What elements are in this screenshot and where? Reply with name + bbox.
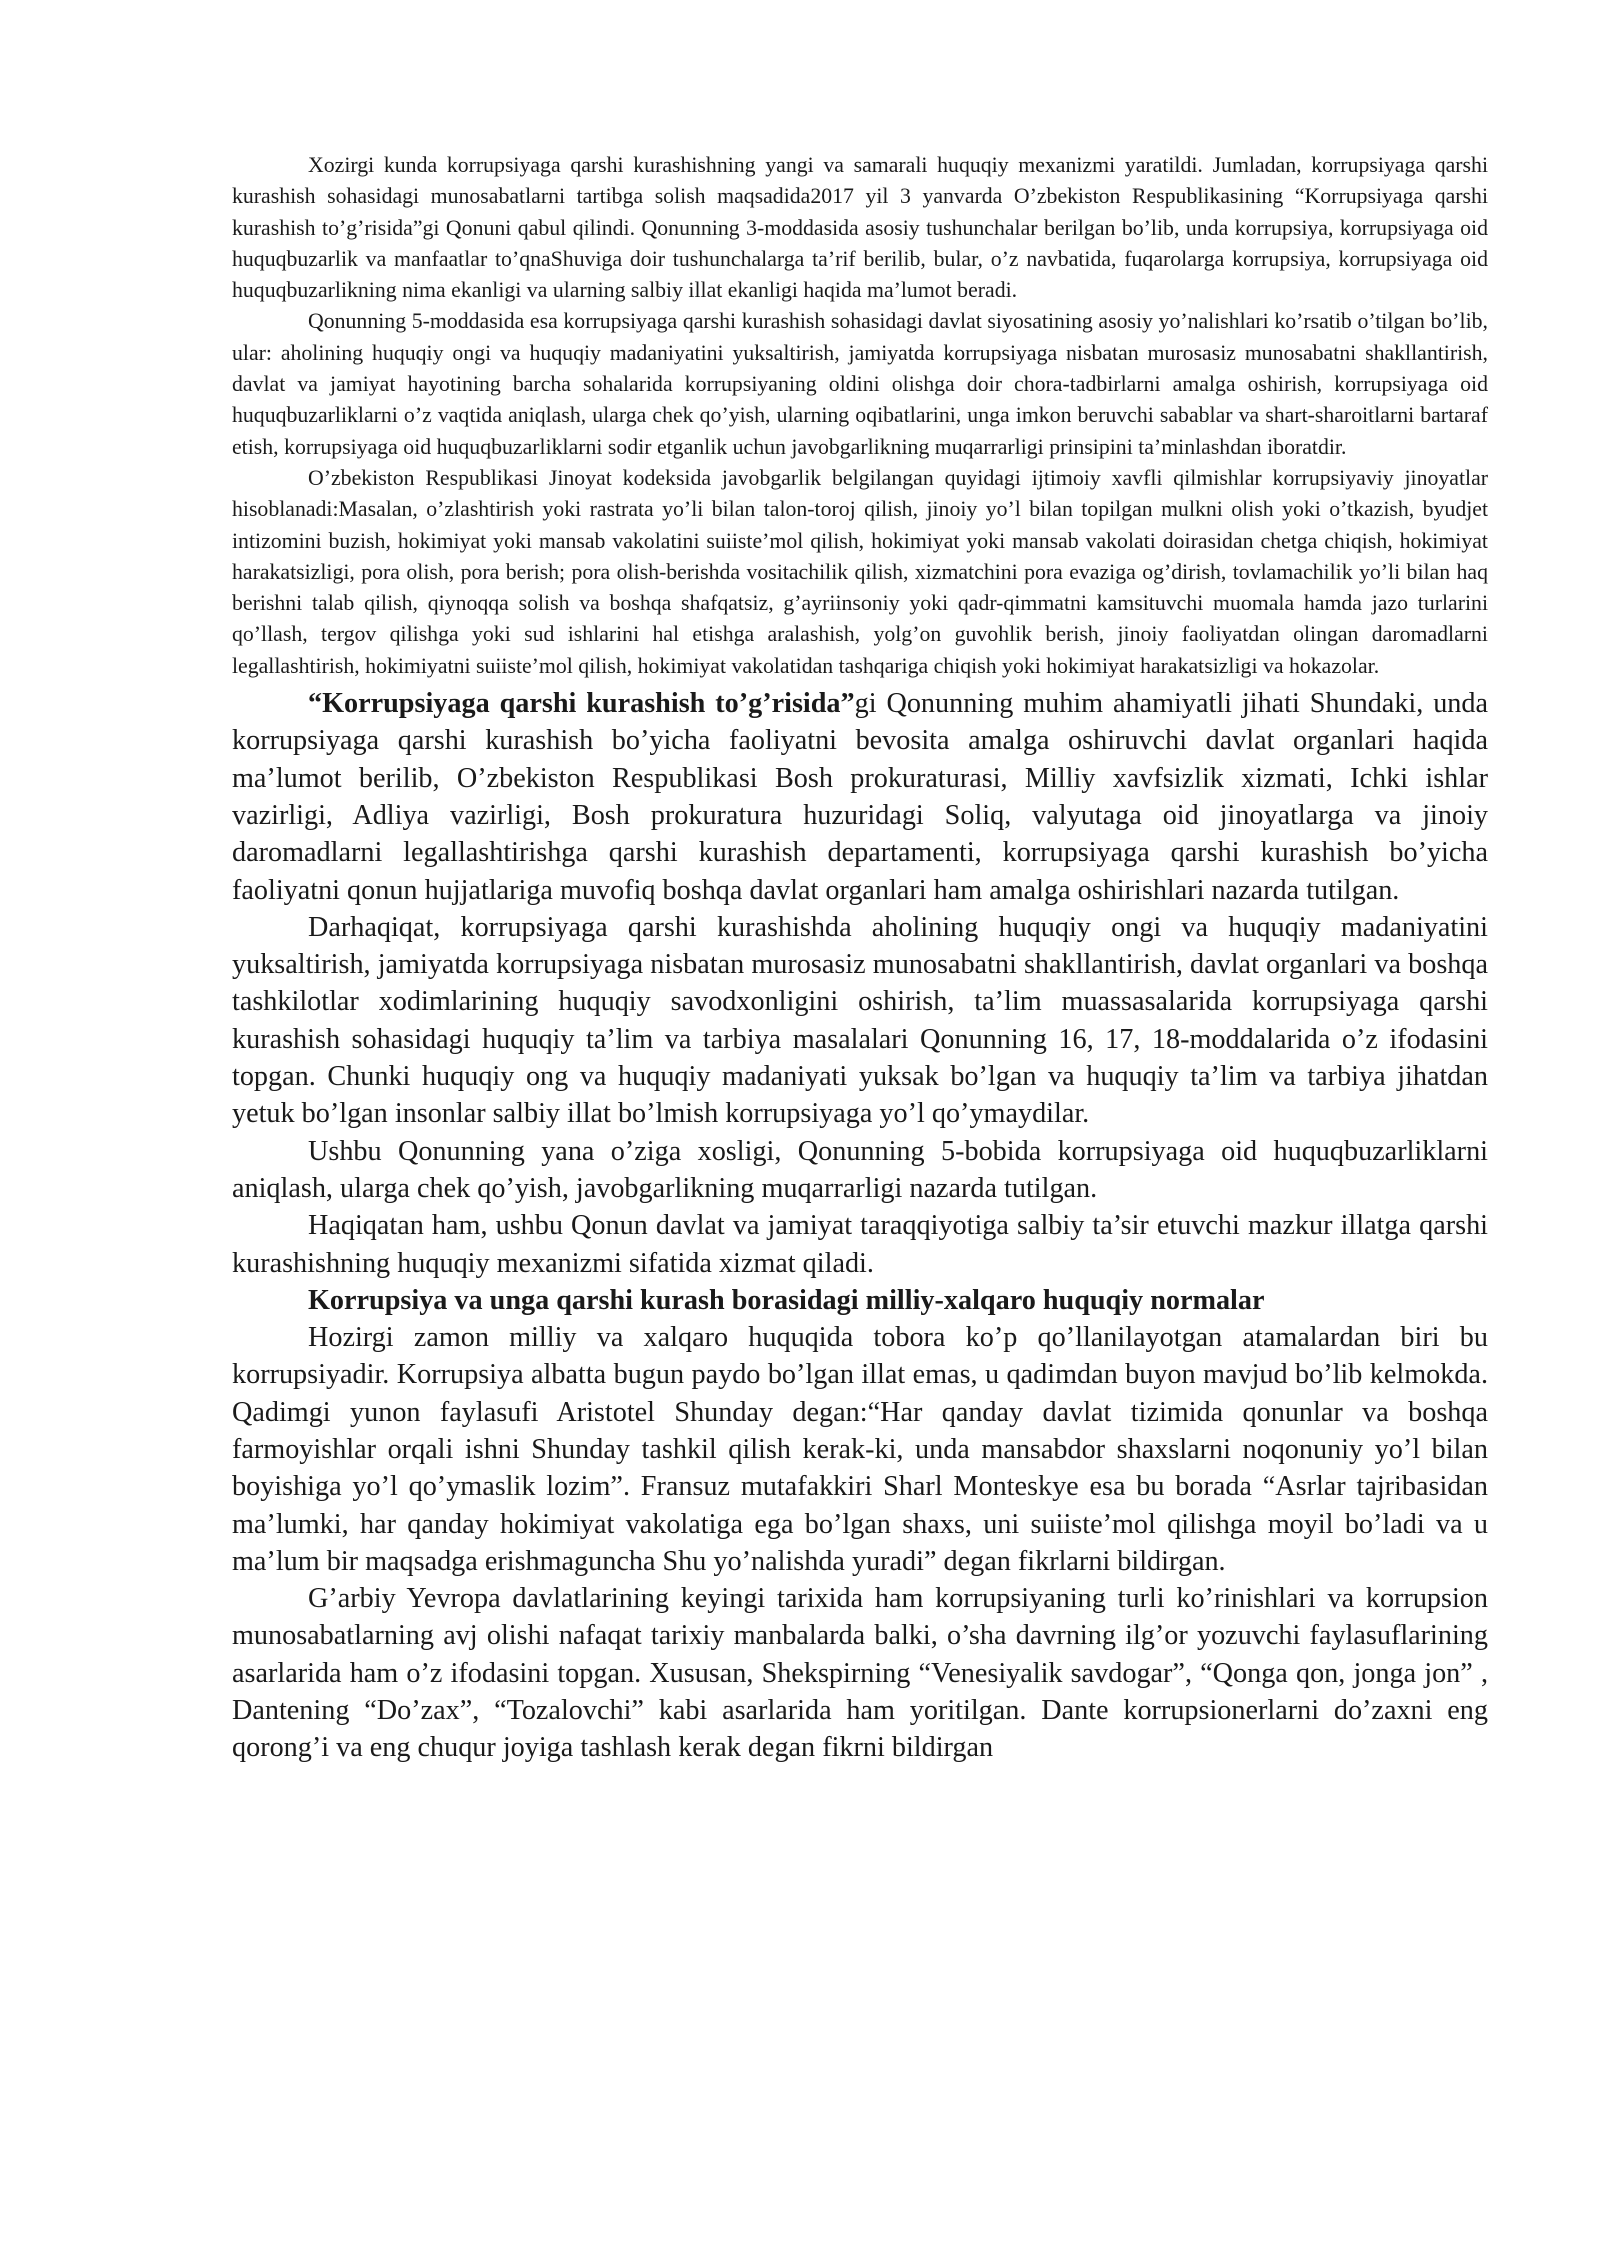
- law-title-bold: “Korrupsiyaga qarshi kurashish to’g’risida”: [308, 688, 855, 720]
- section-heading: Korrupsiya va unga qarshi kurash borasidagi milliy-xalqaro huquqiy normalar: [308, 1284, 1265, 1316]
- paragraph-1: Xozirgi kunda korrupsiyaga qarshi kurashishning yangi va samarali huquqiy mexanizmi yaratildi. Jumladan, korrupsiyaga qarshi kurashish sohasidagi munosabatlarni tartibga solish maqsadida2017 yil 3 yanvarda O’zbekiston Respublikasining “Korrupsiyaga qarshi kurashish to’g’risida”gi Qonuni qabul qilindi. Qonunning 3-moddasida asosiy tushunchalar berilgan bo’lib, unda korrupsiya, korrupsiyaga oid huquqbuzarlik va manfaatlar to’qnaShuviga doir tushunchalarga ta’rif berilib, bular, o’z navbatida, fuqarolarga korrupsiya, korrupsiyaga oid huquqbuzarlikning nima ekanligi va ularning salbiy illat ekanligi haqida ma’lumot beradi.: [232, 153, 1488, 303]
- paragraph-5: Darhaqiqat, korrupsiyaga qarshi kurashishda aholining huquqiy ongi va huquqiy madaniyatini yuksaltirish, jamiyatda korrupsiyaga nisbatan murosasiz munosabatni shakllantirish, davlat organlari va boshqa tashkilotlar xodimlarining huquqiy savodxonligini oshirish, ta’lim muassasalarida korrupsiyaga qarshi kurashish sohasidagi huquqiy ta’lim va tarbiya masalalari Qonunning 16, 17, 18-moddalarida o’z ifodasini topgan. Chunki huquqiy ong va huquqiy madaniyati yuksak bo’lgan va huquqiy ta’lim va tarbiya jihatdan yetuk bo’lgan insonlar salbiy illat bo’lmish korrupsiyaga yo’l qo’ymaydilar.: [232, 911, 1488, 1130]
- paragraph-7: Haqiqatan ham, ushbu Qonun davlat va jamiyat taraqqiyotiga salbiy ta’sir etuvchi mazkur illatga qarshi kurashishning huquqiy mexanizmi sifatida xizmat qiladi.: [232, 1210, 1488, 1279]
- document-page: [232, 150, 1488, 1767]
- small-text-section: [232, 150, 1488, 682]
- paragraph-2: Qonunning 5-moddasida esa korrupsiyaga qarshi kurashish sohasidagi davlat siyosatining asosiy yo’nalishlari ko’rsatib o’tilgan bo’lib, ular: aholining huquqiy ongi va huquqiy madaniyatini yuksaltirish, jamiyatda korrupsiyaga nisbatan murosasiz munosabatni shakllantirish, davlat va jamiyat hayotining barcha sohalarida korrupsiyaning oldini olishga doir chora-tadbirlarni amalga oshirish, korrupsiyaga oid huquqbuzarliklarni o’z vaqtida aniqlash, ularga chek qo’yish, ularning oqibatlarini, unga imkon beruvchi sabablar va shart-sharoitlarni bartaraf etish, korrupsiyaga oid huquqbuzarliklarni sodir etganlik uchun javobgarlikning muqarrarligi prinsipini ta’minlashdan iboratdir.: [232, 309, 1488, 459]
- paragraph-4-text: gi Qonunning muhim ahamiyatli jihati Shundaki, unda korrupsiyaga qarshi kurashish bo’yicha faoliyatni bevosita amalga oshiruvchi davlat organlari haqida ma’lumot berilib, O’zbekiston Respublikasi Bosh prokuraturasi, Milliy xavfsizlik xizmati, Ichki ishlar vazirligi, Adliya vazirligi, Bosh prokuratura huzuridagi Soliq, valyutaga oid jinoyatlarga va jinoiy daromadlarni legallashtirishga qarshi kurashish departamenti, korrupsiyaga qarshi kurashish bo’yicha faoliyatni qonun hujjatlariga muvofiq boshqa davlat organlari ham amalga oshirishlari nazarda tutilgan.: [232, 688, 1489, 906]
- paragraph-6: Ushbu Qonunning yana o’ziga xosligi, Qonunning 5-bobida korrupsiyaga oid huquqbuzarliklarni aniqlash, ularga chek qo’yish, javobgarlikning muqarrarligi nazarda tutilgan.: [232, 1135, 1488, 1204]
- paragraph-4: [232, 685, 1488, 909]
- paragraph-3: O’zbekiston Respublikasi Jinoyat kodeksida javobgarlik belgilangan quyidagi ijtimoiy xavfli qilmishlar korrupsiyaviy jinoyatlar hisoblanadi:Masalan, o’zlashtirish yoki rastrata yo’li bilan talon-toroj qilish, jinoiy yo’l bilan topilgan mulkni olish yoki o’tkazish, byudjet intizomini buzish, hokimiyat yoki mansab vakolatini suiiste’mol qilish, hokimiyat yoki mansab vakolati doirasidan chetga chiqish, hokimiyat harakatsizligi, pora olish, pora berish; pora olish-berishda vositachilik qilish, xizmatchini pora evaziga og’dirish, tovlamachilik yo’li bilan haq berishni talab qilish, qiynoqqa solish va boshqa shafqatsiz, g’ayriinsoniy yoki qadr-qimmatni kamsituvchi muomala hamda jazo turlarini qo’llash, tergov qilishga yoki sud ishlarini hal etishga aralashish, yolg’on guvohlik berish, jinoiy faoliyatdan olingan daromadlarni legallashtirish, hokimiyatni suiiste’mol qilish, hokimiyat vakolatidan tashqariga chiqish yoki hokimiyat harakatsizligi va hokazolar.: [232, 465, 1488, 678]
- paragraph-9: G’arbiy Yevropa davlatlarining keyingi tarixida ham korrupsiyaning turli ko’rinishlari va korrupsion munosabatlarning avj olishi nafaqat tarixiy manbalarda balki, o’sha davrning ilg’or yozuvchi faylasuflarining asarlarida ham o’z ifodasini topgan. Xususan, Shekspirning “Venesiyalik savdogar”, “Qonga qon, jonga jon” , Dantening “Do’zax”, “Tozalovchi” kabi asarlarida ham yoritilgan. Dante korrupsionerlarni do’zaxni eng qorong’i va eng chuqur joyiga tashlash kerak degan fikrni bildirgan: [232, 1583, 1488, 1764]
- large-text-section: [232, 685, 1488, 1767]
- paragraph-8: Hozirgi zamon milliy va xalqaro huquqida tobora ko’p qo’llanilayotgan atamalardan biri bu korrupsiyadir. Korrupsiya albatta bugun paydo bo’lgan illat emas, u qadimdan buyon mavjud bo’lib kelmokda. Qadimgi yunon faylasufi Aristotel Shunday degan:“Har qanday davlat tizimida qonunlar va boshqa farmoyishlar orqali ishni Shunday tashkil qilish kerak-ki, unda mansabdor shaxslarni noqonuniy yo’l bilan boyishiga yo’l qo’ymaslik lozim”. Fransuz mutafakkiri Sharl Monteskye esa bu borada “Asrlar tajribasidan ma’lumki, har qanday hokimiyat vakolatiga ega bo’lgan shaxs, uni suiiste’mol qilishga moyil bo’ladi va u ma’lum bir maqsadga erishmaguncha Shu yo’nalishda yuradi” degan fikrlarni bildirgan.: [232, 1322, 1488, 1577]
